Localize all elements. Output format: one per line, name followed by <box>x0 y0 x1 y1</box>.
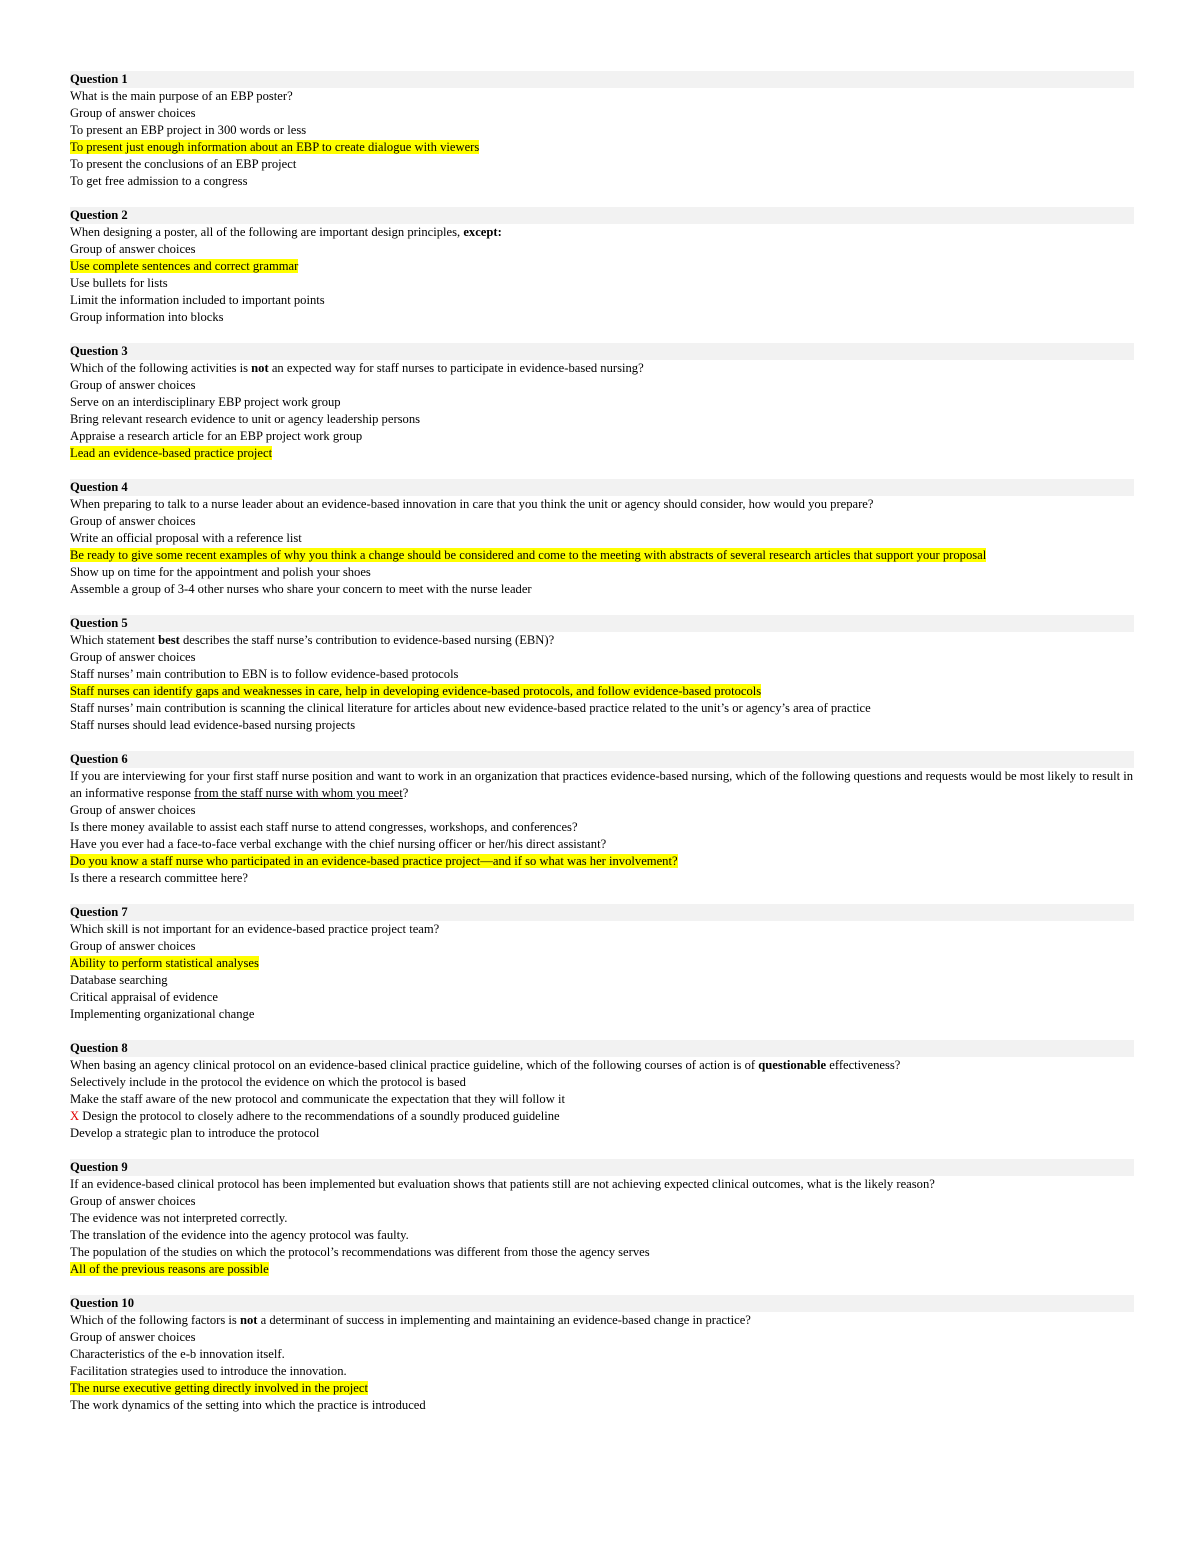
question-prompt: If you are interviewing for your first staff nurse position and want to work in an organization that practices evidence-based nursing, which of the following questions and requests would be most likely to result in an informative response from the staff nurse with whom you meet? <box>70 769 1134 800</box>
answer-choice: Show up on time for the appointment and polish your shoes <box>70 565 371 579</box>
question-title: Question 7 <box>70 904 1134 921</box>
question-7 <box>70 904 1134 1023</box>
answer-choice: Serve on an interdisciplinary EBP project work group <box>70 395 341 409</box>
answer-choice: The work dynamics of the setting into which the practice is introduced <box>70 1398 426 1412</box>
question-title: Question 2 <box>70 207 1134 224</box>
question-prompt: When preparing to talk to a nurse leader about an evidence-based innovation in care that you think the unit or agency should consider, how would you prepare? <box>70 497 874 511</box>
answer-choice: Critical appraisal of evidence <box>70 990 218 1004</box>
answer-choice: The evidence was not interpreted correctly. <box>70 1211 288 1225</box>
answer-choice: Bring relevant research evidence to unit or agency leadership persons <box>70 412 421 426</box>
answer-choice: To present the conclusions of an EBP project <box>70 157 297 171</box>
answer-choice: Write an official proposal with a reference list <box>70 531 302 545</box>
answer-group-label: Group of answer choices <box>70 106 196 120</box>
answer-choice-highlighted: Use complete sentences and correct grammar <box>70 259 299 273</box>
answer-choice: Staff nurses’ main contribution to EBN is to follow evidence-based protocols <box>70 667 459 681</box>
question-title: Question 5 <box>70 615 1134 632</box>
answer-choice-highlighted: The nurse executive getting directly involved in the project <box>70 1381 368 1395</box>
question-title: Question 8 <box>70 1040 1134 1057</box>
answer-choice: Is there money available to assist each staff nurse to attend congresses, workshops, and conferences? <box>70 820 578 834</box>
answer-choice-highlighted: All of the previous reasons are possible <box>70 1262 269 1276</box>
answer-group-label: Group of answer choices <box>70 378 196 392</box>
question-8 <box>70 1040 1134 1142</box>
answer-choice: Appraise a research article for an EBP project work group <box>70 429 363 443</box>
question-6 <box>70 751 1134 887</box>
answer-choice-highlighted: Ability to perform statistical analyses <box>70 956 259 970</box>
question-10 <box>70 1295 1134 1414</box>
answer-group-label: Group of answer choices <box>70 803 196 817</box>
answer-group-label: Group of answer choices <box>70 1330 196 1344</box>
question-prompt: If an evidence-based clinical protocol has been implemented but evaluation shows that patients still are not achieving expected clinical outcomes, what is the likely reason? <box>70 1177 935 1191</box>
answer-choice-highlighted: Do you know a staff nurse who participated in an evidence-based practice project—and if so what was her involvement? <box>70 854 678 868</box>
answer-choice: Facilitation strategies used to introduce the innovation. <box>70 1364 347 1378</box>
answer-choice: Use bullets for lists <box>70 276 168 290</box>
answer-choice: To present an EBP project in 300 words or less <box>70 123 307 137</box>
question-title: Question 1 <box>70 71 1134 88</box>
question-1 <box>70 71 1134 190</box>
answer-group-label: Group of answer choices <box>70 242 196 256</box>
answer-choice: Have you ever had a face-to-face verbal exchange with the chief nursing officer or her/his direct assistant? <box>70 837 607 851</box>
question-2 <box>70 207 1134 326</box>
answer-group-label: Group of answer choices <box>70 939 196 953</box>
wrong-x-icon: X <box>70 1109 80 1123</box>
answer-choice-highlighted: Be ready to give some recent examples of why you think a change should be considered and come to the meeting with abstracts of several research articles that support your proposal <box>70 548 987 562</box>
question-3 <box>70 343 1134 462</box>
answer-group-label: Group of answer choices <box>70 514 196 528</box>
answer-choice: Implementing organizational change <box>70 1007 255 1021</box>
question-title: Question 6 <box>70 751 1134 768</box>
question-prompt: What is the main purpose of an EBP poster? <box>70 89 293 103</box>
answer-choice: Characteristics of the e-b innovation itself. <box>70 1347 285 1361</box>
question-prompt: Which of the following factors is not a determinant of success in implementing and maintaining an evidence-based change in practice? <box>70 1313 751 1327</box>
question-title: Question 3 <box>70 343 1134 360</box>
answer-choice: Staff nurses’ main contribution is scanning the clinical literature for articles about new evidence-based practice related to the unit’s or agency’s area of practice <box>70 701 871 715</box>
answer-choice: The population of the studies on which the protocol’s recommendations was different from those the agency serves <box>70 1245 650 1259</box>
answer-choice: Database searching <box>70 973 168 987</box>
answer-choice-highlighted: Lead an evidence-based practice project <box>70 446 273 460</box>
question-title: Question 4 <box>70 479 1134 496</box>
question-9 <box>70 1159 1134 1278</box>
answer-group-label: Group of answer choices <box>70 1194 196 1208</box>
answer-choice: Assemble a group of 3-4 other nurses who share your concern to meet with the nurse leader <box>70 582 532 596</box>
question-4 <box>70 479 1134 598</box>
answer-choice: Staff nurses should lead evidence-based nursing projects <box>70 718 356 732</box>
answer-choice-highlighted: Staff nurses can identify gaps and weaknesses in care, help in developing evidence-based protocols, and follow evidence-based protocols <box>70 684 762 698</box>
question-title: Question 9 <box>70 1159 1134 1176</box>
answer-choice: Develop a strategic plan to introduce the protocol <box>70 1126 320 1140</box>
answer-choice: Make the staff aware of the new protocol and communicate the expectation that they will follow it <box>70 1092 565 1106</box>
question-prompt: When basing an agency clinical protocol on an evidence-based clinical practice guideline, which of the following courses of action is of questionable effectiveness? <box>70 1058 901 1072</box>
answer-choice: Selectively include in the protocol the evidence on which the protocol is based <box>70 1075 466 1089</box>
answer-group-label: Group of answer choices <box>70 650 196 664</box>
question-prompt: Which of the following activities is not an expected way for staff nurses to participate in evidence-based nursing? <box>70 361 644 375</box>
answer-choice: To get free admission to a congress <box>70 174 248 188</box>
answer-choice: The translation of the evidence into the agency protocol was faulty. <box>70 1228 409 1242</box>
question-prompt: When designing a poster, all of the following are important design principles, except: <box>70 225 502 239</box>
answer-choice-highlighted: To present just enough information about an EBP to create dialogue with viewers <box>70 140 480 154</box>
answer-choice-marked-wrong: X Design the protocol to closely adhere to the recommendations of a soundly produced guideline <box>70 1109 560 1123</box>
question-5 <box>70 615 1134 734</box>
question-prompt: Which statement best describes the staff nurse’s contribution to evidence-based nursing (EBN)? <box>70 633 555 647</box>
question-prompt: Which skill is not important for an evidence-based practice project team? <box>70 922 440 936</box>
answer-choice: Group information into blocks <box>70 310 224 324</box>
answer-choice: Is there a research committee here? <box>70 871 248 885</box>
question-title: Question 10 <box>70 1295 1134 1312</box>
answer-choice: Limit the information included to important points <box>70 293 325 307</box>
quiz-document <box>70 71 1134 1431</box>
